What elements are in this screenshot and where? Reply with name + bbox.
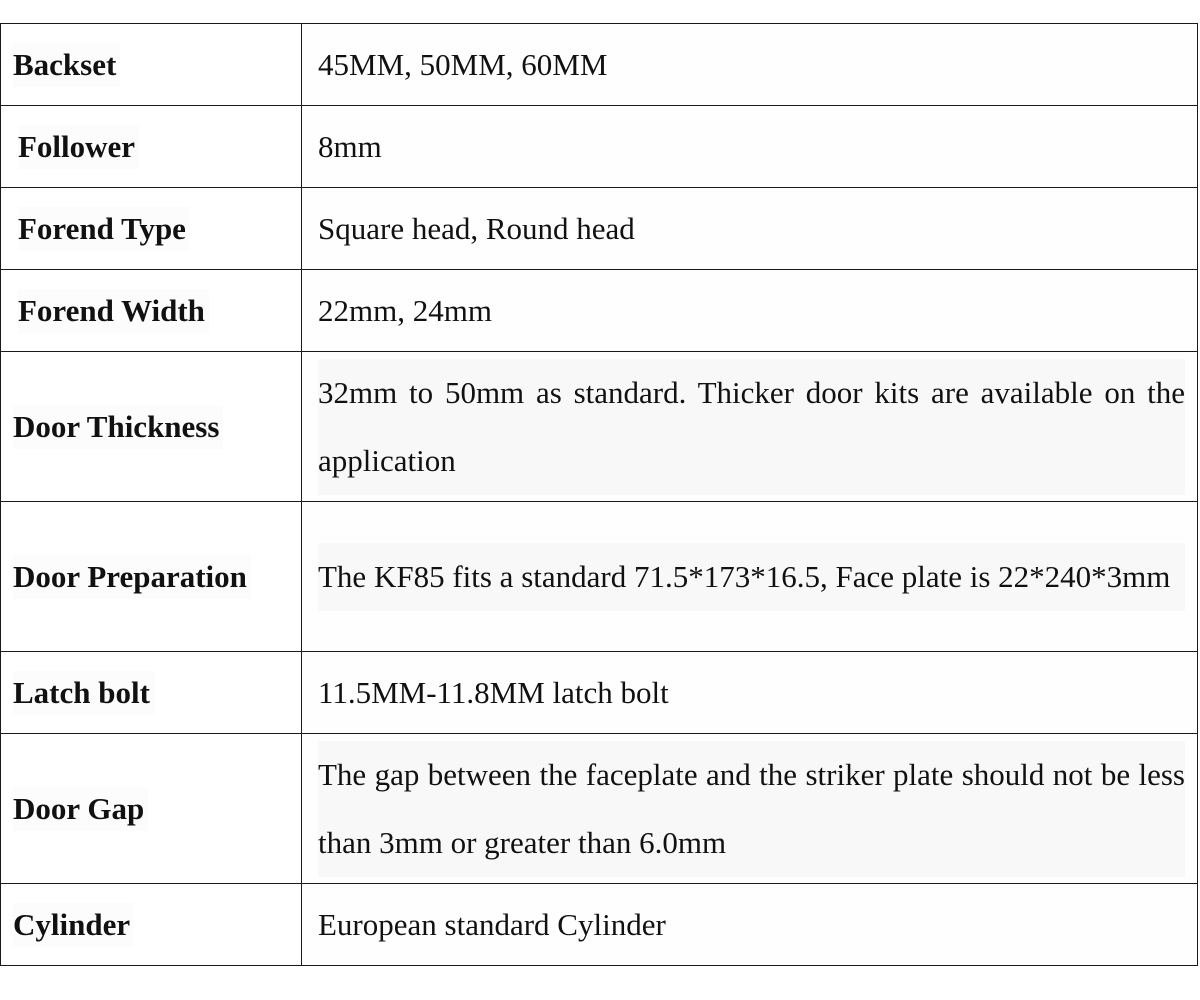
row-value-cell [302, 106, 1198, 188]
row-value: 11.5MM-11.8MM latch bolt [318, 674, 669, 710]
row-label-cell [1, 270, 302, 352]
table-row [1, 652, 1198, 734]
row-label: Door Thickness [13, 405, 223, 449]
row-label: Door Preparation [13, 555, 251, 599]
row-value-cell [302, 24, 1198, 106]
table-row [1, 352, 1198, 502]
row-label: Door Gap [13, 787, 148, 831]
row-label-cell [1, 352, 302, 502]
row-label-cell [1, 188, 302, 270]
row-value: The KF85 fits a standard 71.5*173*16.5, Face plate is 22*240*3mm [318, 543, 1185, 611]
row-label-cell [1, 106, 302, 188]
row-label-cell [1, 652, 302, 734]
row-label: Follower [18, 125, 139, 169]
table-row [1, 884, 1198, 966]
table-row [1, 188, 1198, 270]
row-label-cell [1, 884, 302, 966]
table-row [1, 270, 1198, 352]
row-value: European standard Cylinder [318, 906, 666, 942]
row-label-cell [1, 734, 302, 884]
table-row [1, 502, 1198, 652]
row-value: 22mm, 24mm [318, 292, 492, 328]
row-value: 8mm [318, 128, 382, 164]
row-label: Backset [13, 43, 120, 87]
row-label: Forend Width [18, 289, 209, 333]
row-label-cell [1, 24, 302, 106]
row-value: The gap between the faceplate and the striker plate should not be less than 3mm or greater than 6.0mm [318, 741, 1185, 877]
row-label-cell [1, 502, 302, 652]
row-label: Forend Type [18, 207, 190, 251]
row-value-cell [302, 652, 1198, 734]
row-value: Square head, Round head [318, 210, 635, 246]
row-label: Cylinder [13, 903, 134, 947]
row-value: 32mm to 50mm as standard. Thicker door kits are available on the application [318, 359, 1185, 495]
row-label: Latch bolt [13, 671, 154, 715]
row-value-cell [302, 502, 1198, 652]
table-row [1, 106, 1198, 188]
row-value-cell [302, 884, 1198, 966]
row-value-cell [302, 734, 1198, 884]
row-value: 45MM, 50MM, 60MM [318, 46, 608, 82]
spec-table [0, 23, 1198, 966]
table-row [1, 24, 1198, 106]
row-value-cell [302, 270, 1198, 352]
table-row [1, 734, 1198, 884]
row-value-cell [302, 352, 1198, 502]
row-value-cell [302, 188, 1198, 270]
